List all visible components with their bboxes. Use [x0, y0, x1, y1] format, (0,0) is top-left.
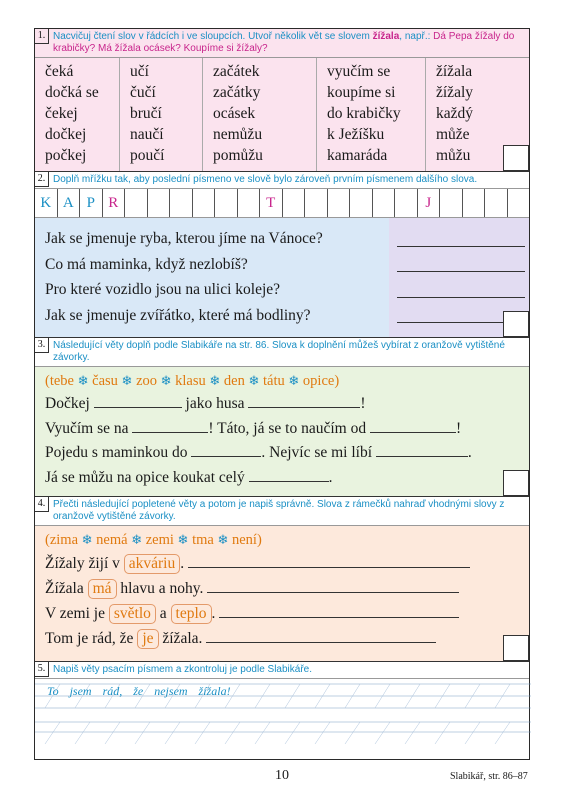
grid-cell[interactable] [170, 189, 193, 217]
question: Pro které vozidlo jsou na ulici koleje? [45, 281, 281, 298]
exercise-2-instruction: 2. Doplň mřížku tak, aby poslední písmeno ve slově bylo zároveň prvním písmenem dalšího slova. [35, 172, 529, 188]
answer-line[interactable] [206, 628, 436, 643]
handwriting-sample: To jsem rád, že nejsem žížala! [47, 684, 231, 698]
score-box[interactable] [503, 145, 529, 171]
exercise-1 [35, 29, 529, 171]
blank[interactable] [249, 467, 329, 482]
question: Co má maminka, když nezlobíš? [45, 255, 248, 273]
boxed-word: má [88, 579, 117, 599]
riddle-questions [35, 217, 529, 337]
sentence: Tom je rád, že je žížala. [45, 626, 519, 651]
grid-cell[interactable] [305, 189, 328, 217]
answer-line[interactable] [397, 252, 529, 278]
question: Jak se jmenuje zvířátko, které má bodliny? [45, 306, 311, 324]
blank[interactable] [132, 418, 208, 433]
grid-cell[interactable] [148, 189, 171, 217]
word-column: žížala žížaly každý může můžu [436, 63, 474, 164]
word-column: učí čučí bručí naučí poučí [120, 58, 203, 171]
sentence: Pojedu s maminkou do . Nejvíc se mi líbí . [45, 444, 472, 461]
exercise-4-instruction: 4. Přečti následující popletené věty a potom je napiš správně. Slova z rámečků nahraď vhodnými slovy z oranžově vytištěné závorky. [35, 497, 529, 526]
fill-in-sentences [35, 392, 529, 496]
word-columns [35, 57, 529, 171]
word-options: (tebe ❄ času ❄ zoo ❄ klasu ❄ den ❄ tátu ❄ opice) [45, 373, 340, 389]
answer-line[interactable] [188, 553, 470, 568]
word-column: vyučím se koupíme si do krabičky k Ježíšku kamaráda [317, 58, 426, 171]
sentence: Žížala má hlavu a nohy. [45, 576, 519, 601]
grid-cell[interactable] [350, 189, 373, 217]
sentence: Žížaly žijí v akváriu . [45, 551, 519, 576]
grid-cell[interactable] [463, 189, 486, 217]
blank[interactable] [94, 393, 182, 408]
word-options: (zima ❄ nemá ❄ zemi ❄ tma ❄ není) [45, 532, 262, 548]
sentence: V zemi je světlo a teplo . [45, 601, 519, 626]
grid-cell[interactable] [373, 189, 396, 217]
source-reference: Slabikář, str. 86–87 [450, 771, 528, 782]
worksheet-frame [34, 28, 530, 760]
answer-line[interactable] [219, 603, 459, 618]
blank[interactable] [376, 442, 468, 457]
grid-cell[interactable] [283, 189, 306, 217]
letter-grid [35, 188, 529, 217]
grid-cell[interactable] [440, 189, 463, 217]
grid-cell[interactable] [215, 189, 238, 217]
sentence: Dočkej jako husa ! [45, 395, 366, 412]
exercise-5 [35, 661, 529, 759]
boxed-word: je [137, 629, 158, 649]
grid-cell[interactable] [328, 189, 351, 217]
exercise-1-number: 1. [35, 29, 49, 44]
grid-cell[interactable]: A [58, 189, 81, 217]
grid-cell[interactable] [125, 189, 148, 217]
grid-cell[interactable] [485, 189, 508, 217]
exercise-1-instruction: 1. Nacvičuj čtení slov v řádcích i ve sloupcích. Utvoř několik vět se slovem žížala, např.: Dá Pepa žížaly do krabičky? Má žížala ocásek? Koupíme si žížaly? [35, 29, 529, 57]
exercise-3-instruction: 3. Následující věty doplň podle Slabikáře na str. 86. Slova k doplnění můžeš vybírat z oranžově vytištěné závorky. [35, 338, 529, 367]
exercise-5-instruction: 5. Napiš věty psacím písmem a zkontroluj je podle Slabikáře. [35, 662, 529, 679]
worksheet-page [34, 28, 530, 760]
exercise-4 [35, 496, 529, 661]
question-list [35, 218, 389, 337]
word-column: začátek začátky ocásek nemůžu pomůžu [203, 58, 317, 171]
grid-cell[interactable]: P [80, 189, 103, 217]
grid-cell[interactable]: R [103, 189, 126, 217]
exercise-2 [35, 171, 529, 337]
blank[interactable] [248, 393, 360, 408]
boxed-word: akváriu [124, 554, 180, 574]
grid-cell[interactable]: K [35, 189, 58, 217]
blank[interactable] [191, 442, 261, 457]
question: Jak se jmenuje ryba, kterou jíme na Vánoce? [45, 230, 323, 247]
blank[interactable] [370, 418, 456, 433]
boxed-word: světlo [109, 604, 156, 624]
answer-line[interactable] [397, 226, 529, 252]
score-box[interactable] [503, 470, 529, 496]
score-box[interactable] [503, 311, 529, 337]
sentence: Já se můžu na opice koukat celý . [45, 468, 333, 486]
word-column: čeká dočká se čekej dočkej počkej [35, 58, 120, 171]
sentence: Vyučím se na ! Táto, já se to naučím od ! [45, 419, 462, 437]
answer-line[interactable] [397, 277, 529, 303]
page-number: 10 [275, 768, 289, 783]
grid-cell[interactable] [193, 189, 216, 217]
jumbled-sentences [35, 551, 529, 661]
score-box[interactable] [503, 635, 529, 661]
grid-cell[interactable]: T [260, 189, 283, 217]
grid-cell[interactable]: J [418, 189, 441, 217]
boxed-word: teplo [171, 604, 212, 624]
grid-cell[interactable] [508, 189, 530, 217]
answer-line[interactable] [207, 578, 459, 593]
grid-cell[interactable] [238, 189, 261, 217]
exercise-3 [35, 337, 529, 496]
grid-cell[interactable] [395, 189, 418, 217]
